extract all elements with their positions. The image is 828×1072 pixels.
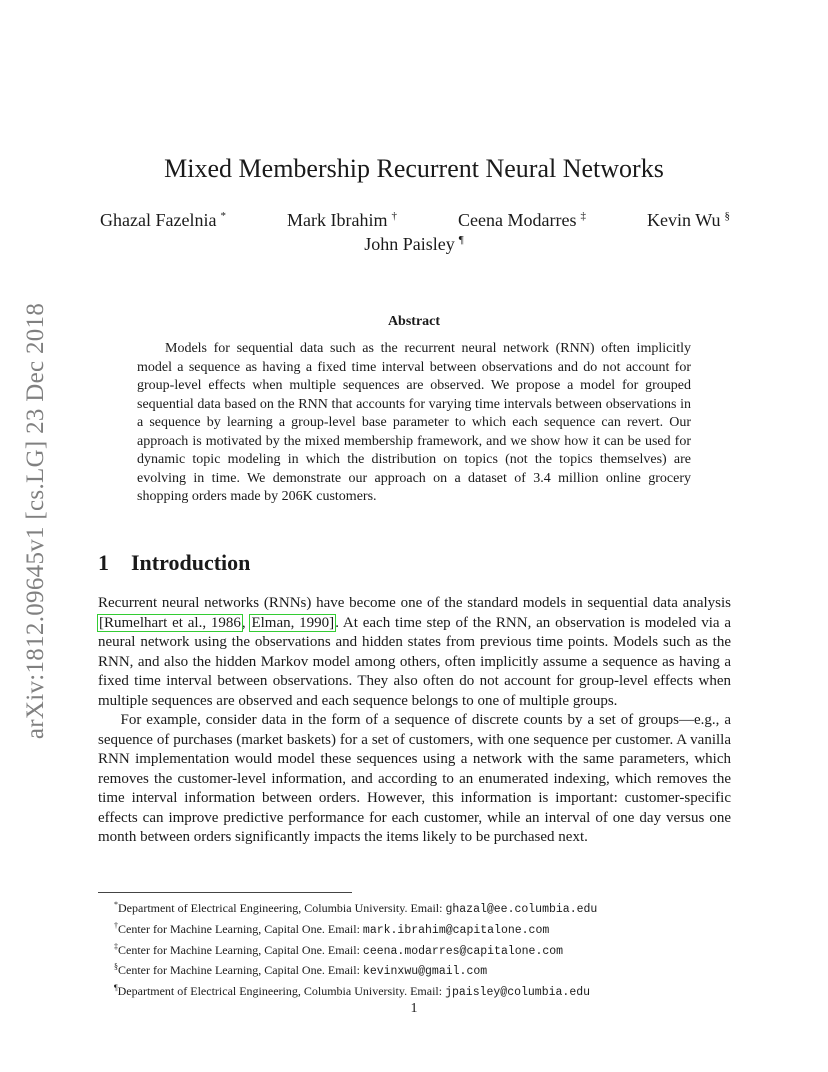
- footnote: †Center for Machine Learning, Capital One. Email: mark.ibrahim@capitalone.com: [114, 920, 550, 937]
- footnote: §Center for Machine Learning, Capital One. Email: kevinxwu@gmail.com: [114, 962, 488, 979]
- author: Mark Ibrahim †: [287, 210, 397, 230]
- author: John Paisley ¶: [364, 234, 464, 254]
- section-title: Introduction: [131, 550, 251, 575]
- author: Kevin Wu §: [647, 210, 730, 230]
- email-address: mark.ibrahim@capitalone.com: [362, 923, 550, 937]
- footnote-divider: [98, 892, 352, 893]
- introduction-body: [98, 594, 731, 848]
- footnote: ‡Center for Machine Learning, Capital One. Email: ceena.modarres@capitalone.com: [114, 941, 564, 958]
- paper-title: Mixed Membership Recurrent Neural Networks: [164, 154, 664, 183]
- intro-paragraph: Recurrent neural networks (RNNs) have become one of the standard models in sequential data analysis [Rumelhart et al., 1986, Elman, 1990]. At each time step of the RNN, an observation is modeled via a neural network using the observations and hidden states from previous time points. Models such as the RNN, and also the hidden Markov model among others, often implicitly assume a sequence as having a fixed time interval between observations. They also often do not account for group-level effects when multiple sequences are observed and each sequence belongs to one of multiple groups.: [98, 595, 731, 709]
- email-address: jpaisley@columbia.edu: [445, 986, 591, 1000]
- email-address: ghazal@ee.columbia.edu: [445, 903, 598, 916]
- arxiv-stamp: [18, 282, 54, 760]
- email-address: kevinxwu@gmail.com: [362, 965, 488, 979]
- author-list: [100, 210, 730, 231]
- section-number: 1: [98, 550, 109, 575]
- abstract-text: Models for sequential data such as the recurrent neural network (RNN) often implicitly model a sequence as having a fixed time interval between observations and do not account for group-level effects when multiple sequences are observed. We propose a model for grouped sequential data based on the RNN that accounts for varying time intervals between observations in a sequence by learning a group-level base parameter to which each sequence can revert. Our approach is motivated by the mixed membership framework, and we show how it can be used for dynamic topic modeling in which the distribution on topics (not the topics themselves) are evolving in time. We demonstrate our approach on a dataset of 3.4 million online grocery shopping orders made by 206K customers.: [137, 341, 691, 504]
- arxiv-stamp-text: arXiv:1812.09645v1 [cs.LG] 23 Dec 2018: [22, 302, 50, 740]
- page-number: 1: [410, 1001, 418, 1016]
- author-list-line2: [0, 234, 828, 255]
- author: Ghazal Fazelnia *: [100, 210, 226, 230]
- citation-link[interactable]: [Rumelhart et al., 1986: [99, 614, 241, 631]
- author: Ceena Modarres ‡: [458, 210, 586, 230]
- email-address: ceena.modarres@capitalone.com: [362, 944, 564, 958]
- footnote: ¶Department of Electrical Engineering, Columbia University. Email: jpaisley@columbia.edu: [114, 983, 591, 1000]
- intro-paragraph: For example, consider data in the form of a sequence of discrete counts by a set of groups—e.g., a sequence of purchases (market baskets) for a set of customers, with one sequence per customer. A vanilla RNN implementation would model these sequences using a network with the same parameters, which removes the customer-level information, and according to an enumerated indexing, which removes the time interval information between orders. However, this information is important: customer-specific effects can improve predictive performance for each customer, while an interval of one day versus one month between orders significantly impacts the items likely to be purchased next.: [98, 712, 731, 845]
- footnotes: [114, 897, 734, 1001]
- section-heading: [98, 550, 250, 576]
- footnote: *Department of Electrical Engineering, Columbia University. Email: ghazal@ee.columbia.edu: [114, 900, 598, 916]
- abstract-heading: Abstract: [387, 314, 441, 329]
- citation-link[interactable]: Elman, 1990]: [251, 614, 335, 631]
